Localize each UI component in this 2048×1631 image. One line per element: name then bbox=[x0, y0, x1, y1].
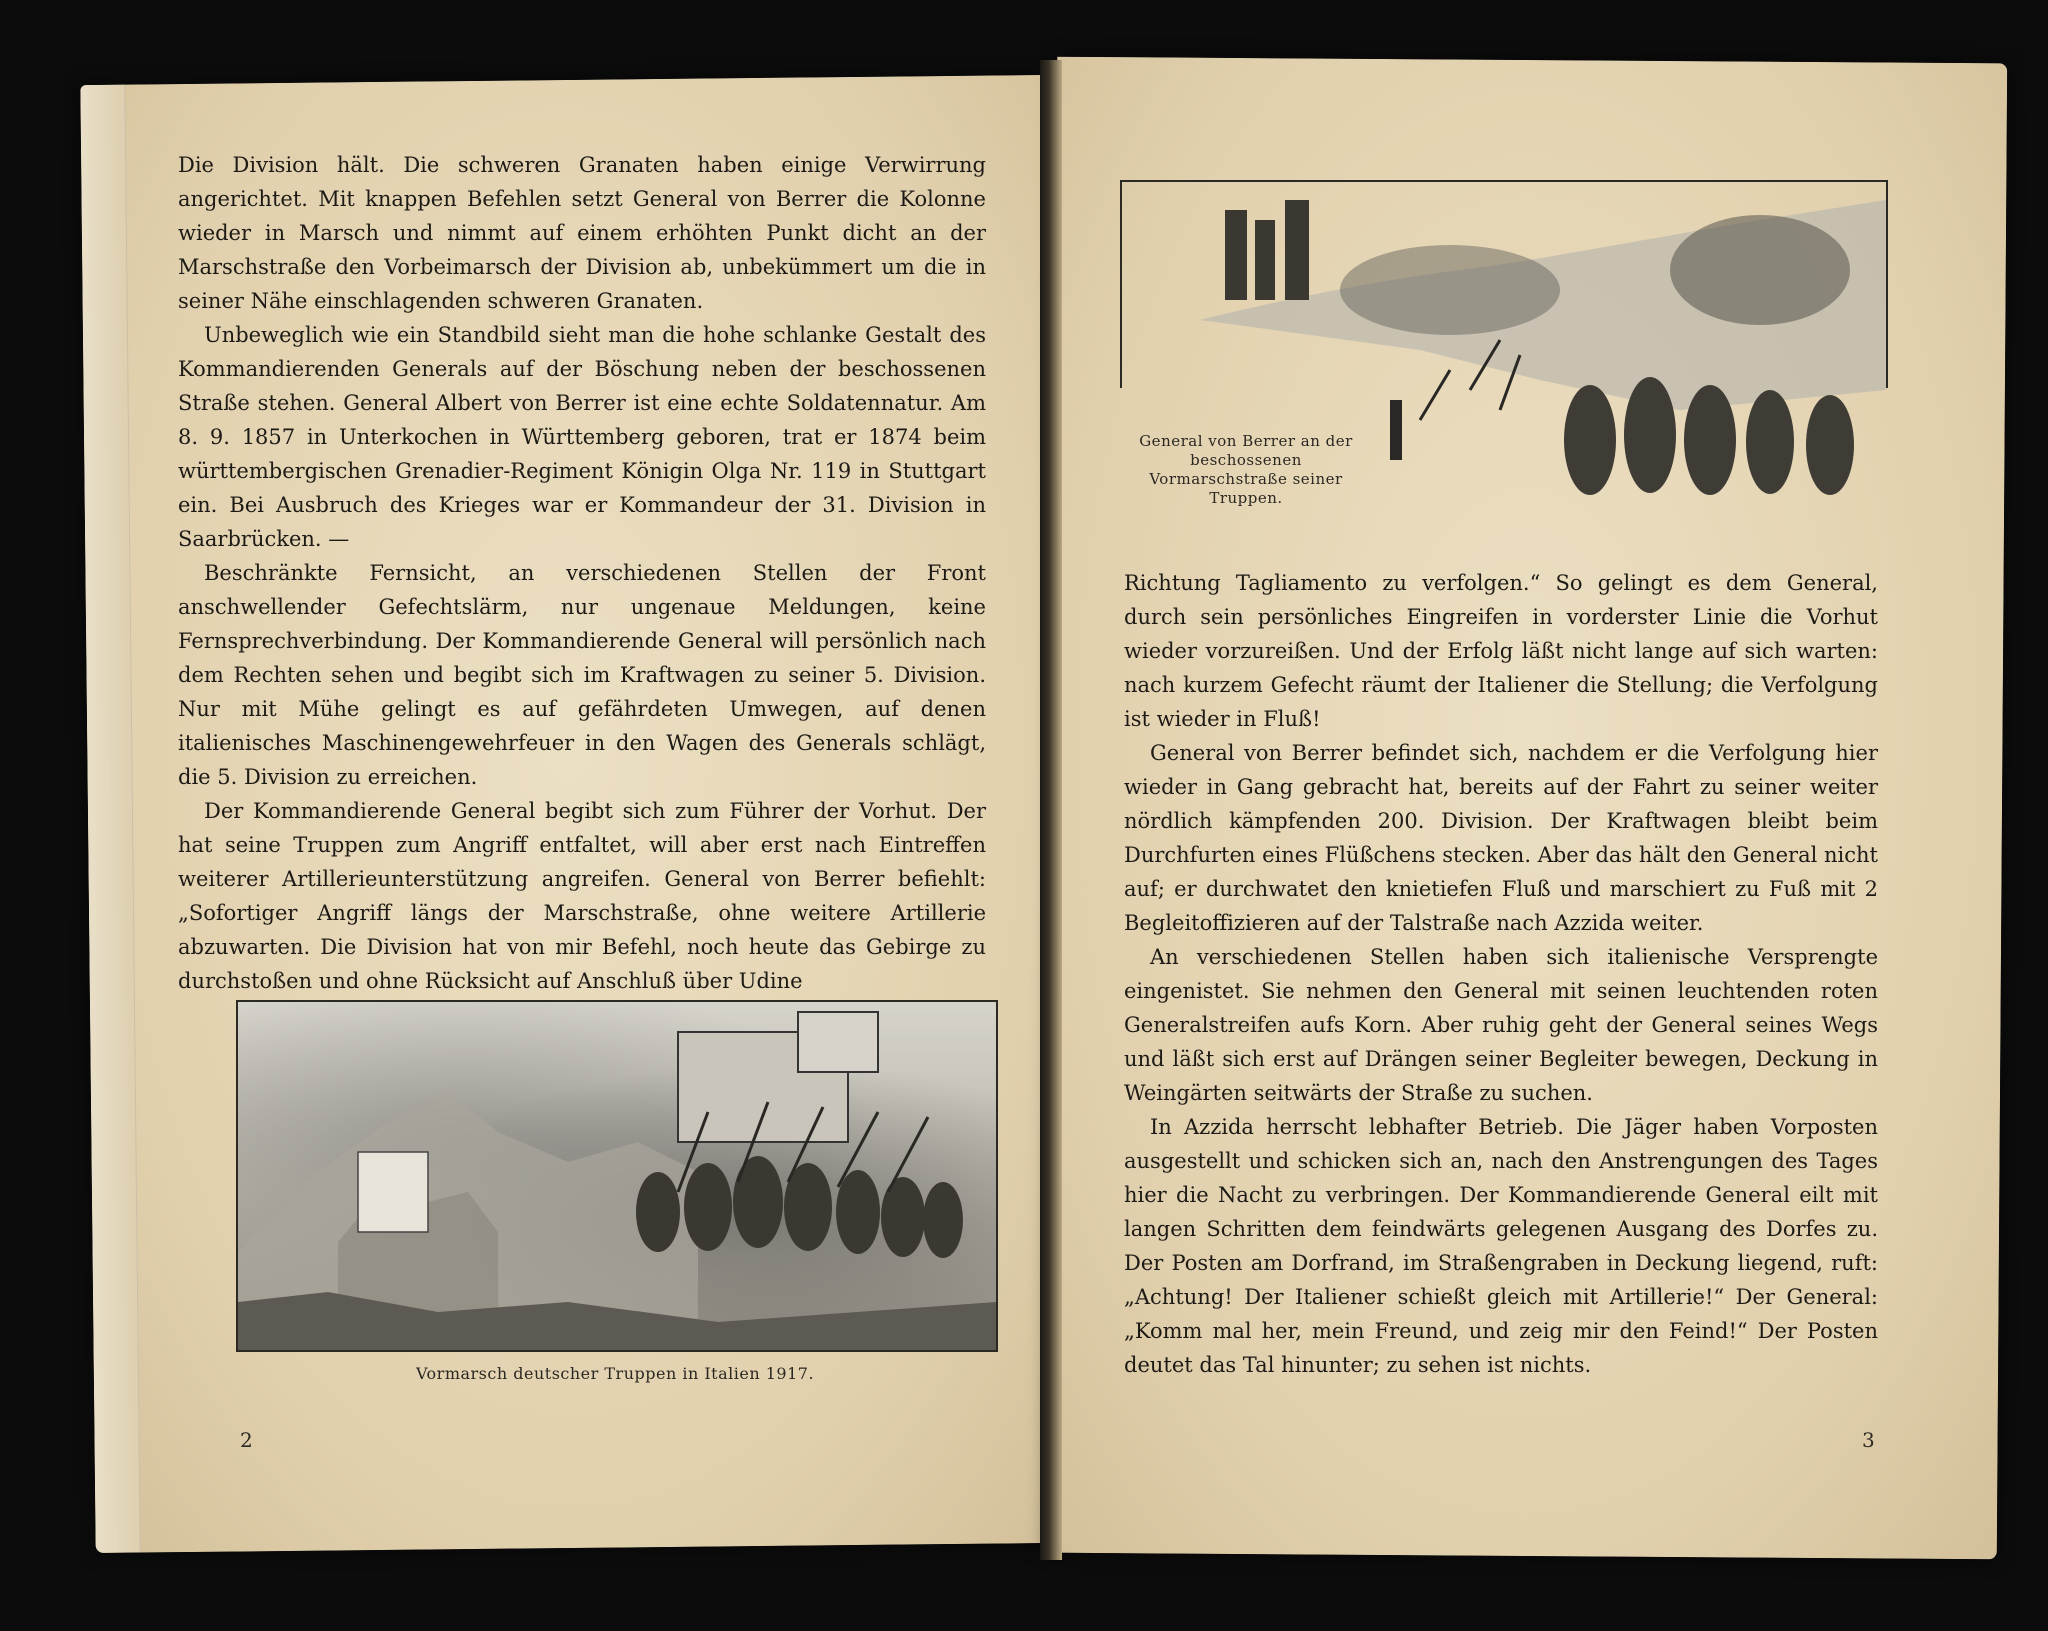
left-page-number: 2 bbox=[240, 1428, 253, 1452]
left-figure-caption: Vormarsch deutscher Truppen in Italien 1917. bbox=[415, 1364, 815, 1383]
left-page-text bbox=[178, 148, 986, 998]
right-paragraph: General von Berrer befindet sich, nachdem er die Verfolgung hier wieder in Gang gebracht hat, bereits auf der Fahrt zu seiner weiter nördlich kämpfenden 200. Division. Der Kraftwagen bleibt beim Durchfurten eines Flüßchens stecken. Aber das hält den General nicht auf; er durchwatet den knietiefen Fluß und marschiert zu Fuß mit 2 Begleitoffizieren auf der Talstraße nach Azzida weiter. bbox=[1124, 741, 1878, 935]
left-paragraph: Der Kommandierende General begibt sich zum Führer der Vorhut. Der hat seine Truppen zum Angriff entfaltet, will aber erst nach Eintreffen weiterer Artillerieunterstützung angreifen. General von Berrer befiehlt: „Sofortiger Angriff längs der Marschstraße, ohne weitere Artillerie abzuwarten. Die Division hat von mir Befehl, noch heute das Gebirge zu durchstoßen und ohne Rücksicht auf Anschluß über Udine bbox=[178, 799, 986, 993]
left-page-edge bbox=[80, 85, 140, 1553]
left-paragraph: Unbeweglich wie ein Standbild sieht man die hohe schlanke Gestalt des Kommandierenden Generals auf der Böschung neben der beschossenen Straße stehen. General Albert von Berrer ist eine echte Soldatennatur. Am 8. 9. 1857 in Unterkochen in Württemberg geboren, trat er 1874 beim württembergischen Grenadier-Regiment Königin Olga Nr. 119 in Stuttgart ein. Bei Ausbruch des Krieges war er Kommandeur der 31. Division in Saarbrücken. — bbox=[178, 323, 986, 551]
book-gutter bbox=[1040, 60, 1062, 1560]
left-paragraph: Beschränkte Fernsicht, an verschiedenen Stellen der Front anschwellender Gefechtslärm, nur ungenaue Meldungen, keine Fernsprechverbindung. Der Kommandierende General will persönlich nach dem Rechten sehen und begibt sich im Kraftwagen zu seiner 5. Division. Nur mit Mühe gelingt es auf gefährdeten Umwegen, auf denen italienisches Maschinengewehrfeuer in den Wagen des Generals schlägt, die 5. Division zu erreichen. bbox=[178, 561, 986, 789]
left-illustration bbox=[236, 1000, 998, 1352]
right-page-number: 3 bbox=[1862, 1428, 1875, 1452]
right-paragraph: In Azzida herrscht lebhafter Betrieb. Die Jäger haben Vorposten ausgestellt und schicken sich an, nach den Anstrengungen des Tages hier die Nacht zu verbringen. Der Kommandierende General eilt mit langen Schritten dem feindwärts gelegenen Ausgang des Dorfes zu. Der Posten am Dorfrand, im Straßengraben in Deckung liegend, ruft: „Achtung! Der Italiener schießt gleich mit Artillerie!“ Der General: „Komm mal her, mein Freund, und zeig mir den Feind!“ Der Posten deutet das Tal hinunter; zu sehen ist nichts. bbox=[1124, 1115, 1878, 1377]
marching-troops-drawing bbox=[238, 1002, 996, 1350]
right-paragraph: An verschiedenen Stellen haben sich italienische Versprengte eingenistet. Sie nehmen den General mit seinen leuchtenden roten Generalstreifen aufs Korn. Aber ruhig geht der General seines Wegs und läßt sich erst auf Drängen seiner Begleiter bewegen, Deckung in Weingärten seitwärts der Straße zu suchen. bbox=[1124, 945, 1878, 1105]
left-paragraph: Die Division hält. Die schweren Granaten haben einige Verwirrung angerichtet. Mit knappen Befehlen setzt General von Berrer die Kolonne wieder in Marsch und nimmt auf einem erhöhten Punkt dicht an der Marschstraße den Vorbeimarsch der Division ab, unbekümmert um die in seiner Nähe einschlagenden schweren Granaten. bbox=[178, 153, 986, 313]
right-figure-caption: General von Berrer an der beschossenen Vormarschstraße seiner Truppen. bbox=[1139, 432, 1353, 507]
right-illustration-frame bbox=[1120, 180, 1888, 388]
right-page-text bbox=[1124, 566, 1878, 1382]
right-paragraph: Richtung Tagliamento zu verfolgen.“ So gelingt es dem General, durch sein persönliches Eingreifen in vorderster Linie die Vorhut wieder vorzureißen. Und der Erfolg läßt nicht lange auf sich warten: nach kurzem Gefecht räumt der Italiener die Stellung; die Verfolgung ist wieder in Fluß! bbox=[1124, 571, 1878, 731]
